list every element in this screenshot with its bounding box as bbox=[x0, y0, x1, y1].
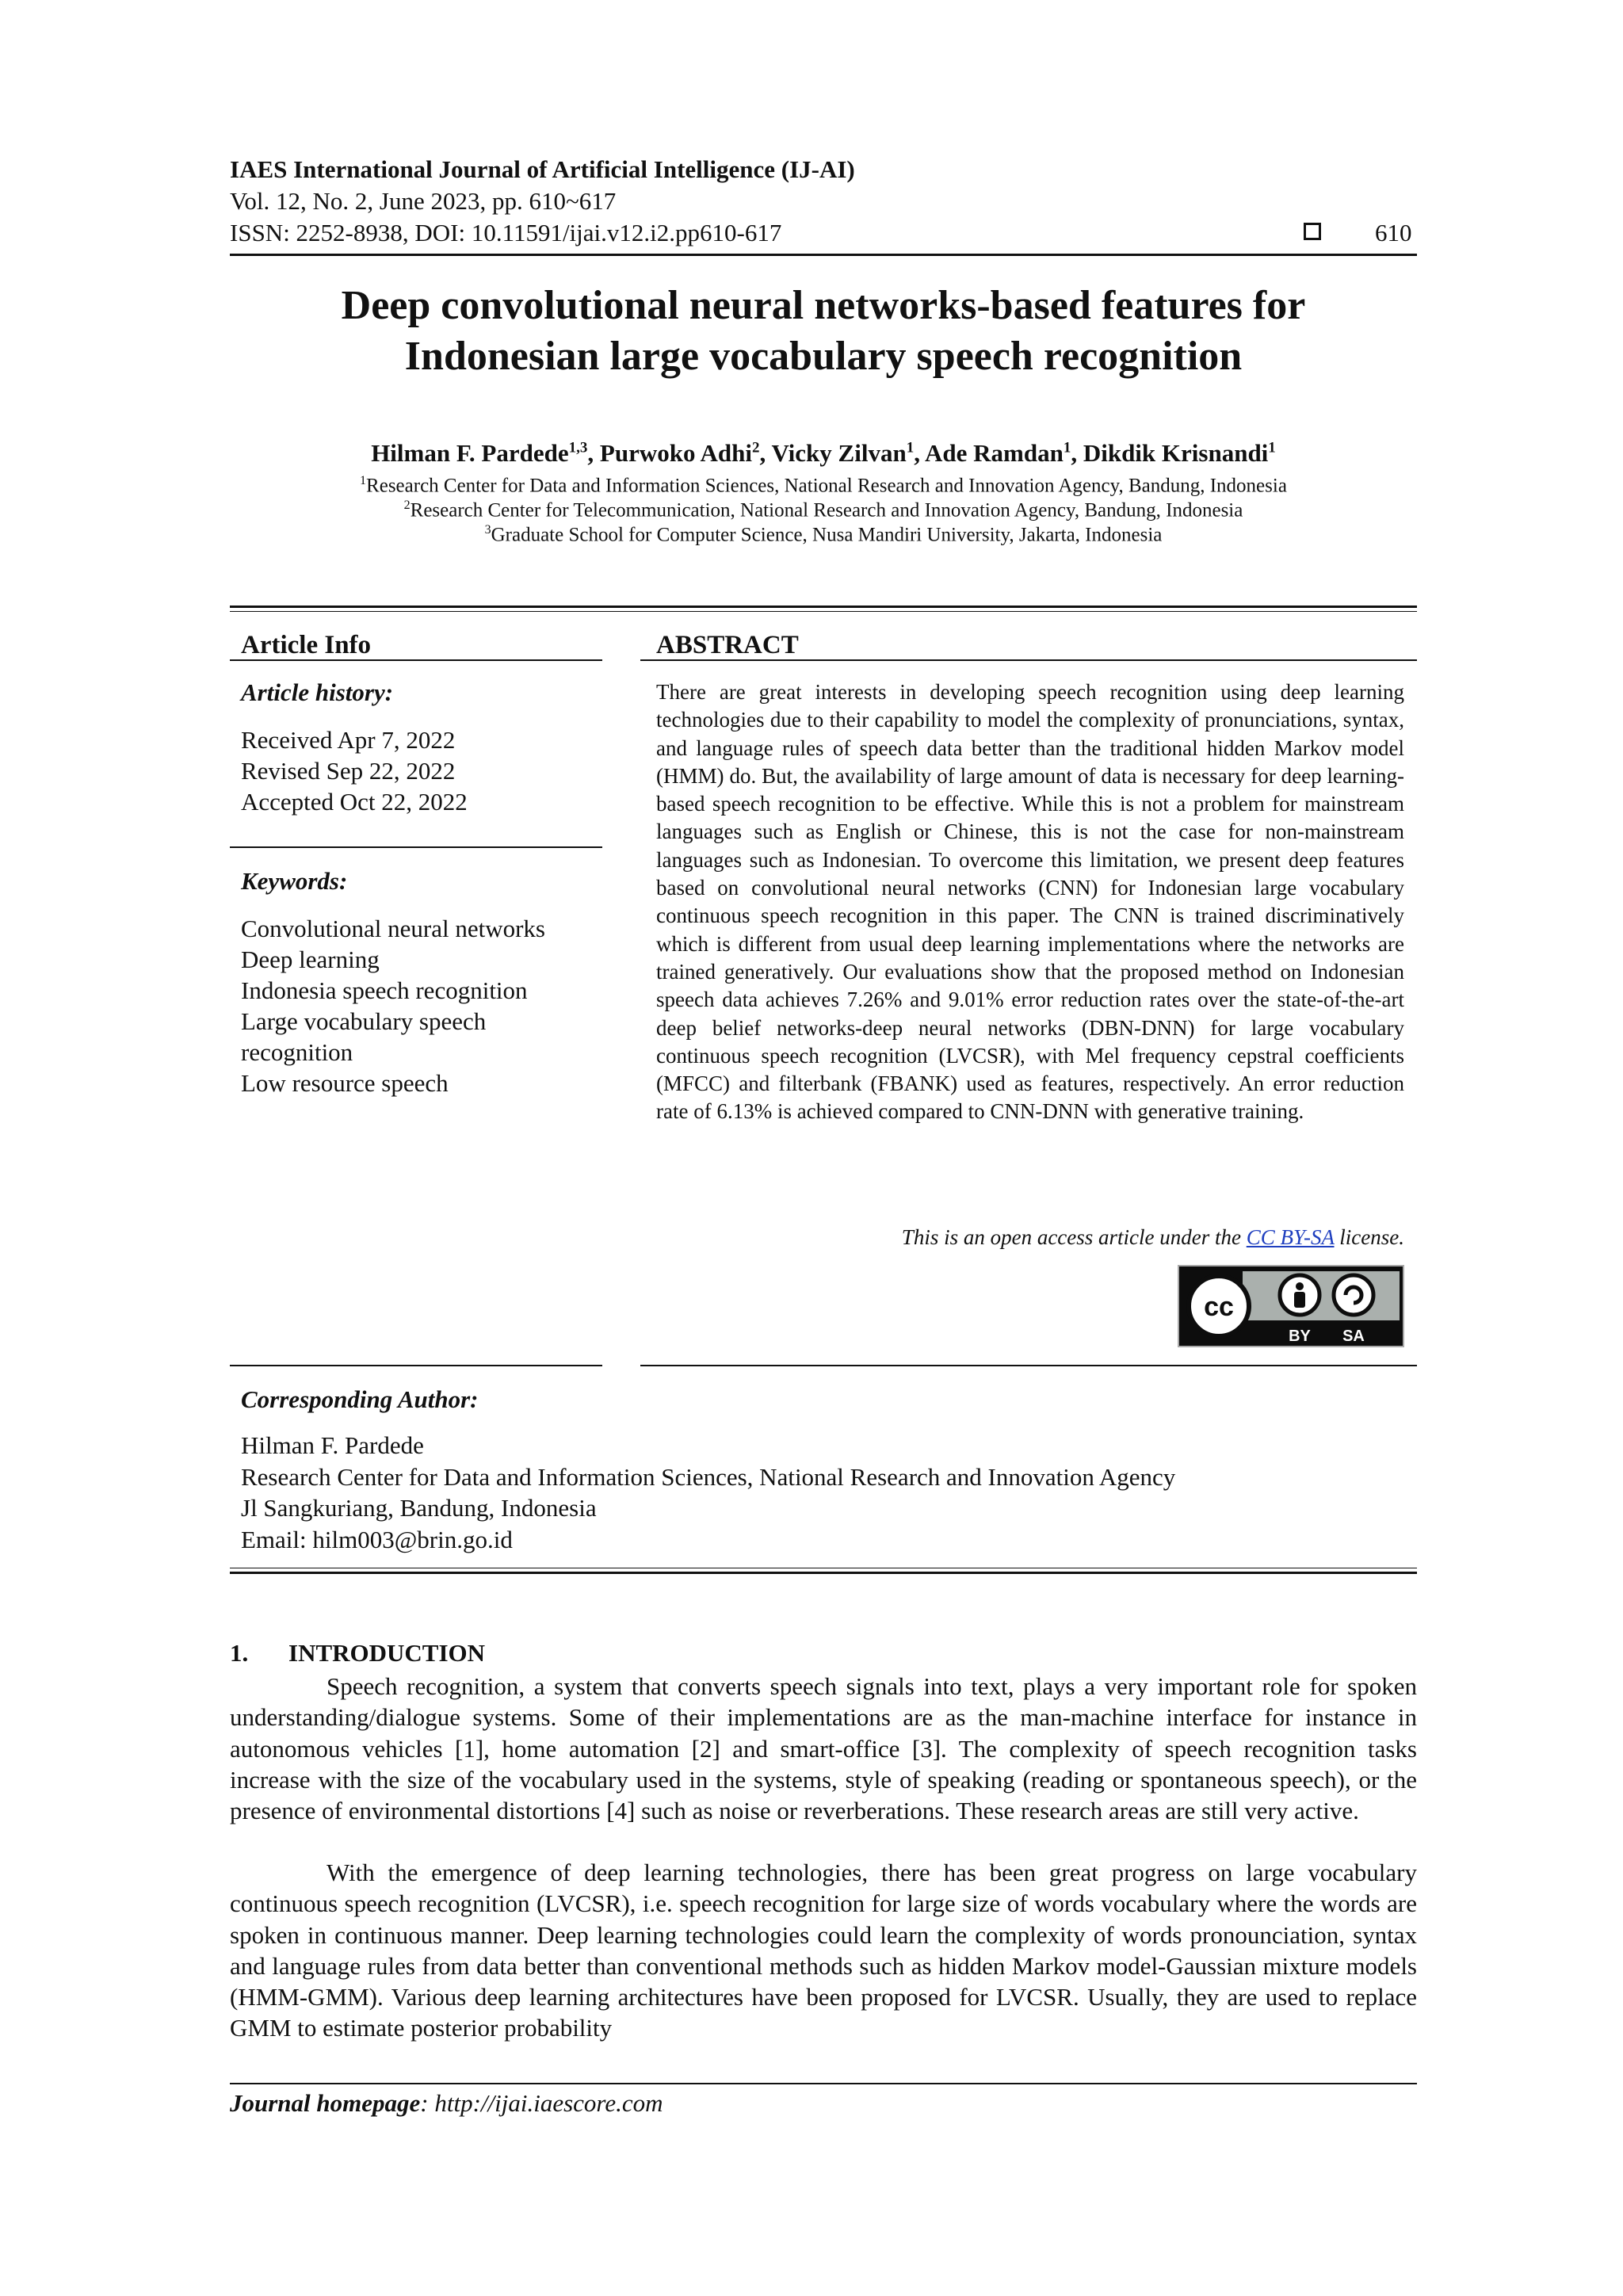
affiliation-mark: 1 bbox=[360, 474, 367, 487]
author-affiliation-mark: 1 bbox=[1063, 439, 1071, 457]
keyword-list bbox=[241, 913, 545, 1098]
homepage-label: Journal homepage bbox=[230, 2089, 421, 2117]
keyword-item: recognition bbox=[241, 1038, 353, 1066]
title-line-2: Indonesian large vocabulary speech recognition bbox=[404, 334, 1243, 379]
affiliation-line bbox=[230, 474, 1417, 497]
open-access-note bbox=[656, 1225, 1404, 1250]
corresponding-author-heading: Corresponding Author: bbox=[241, 1385, 479, 1413]
revised-date: Revised Sep 22, 2022 bbox=[241, 757, 456, 785]
checkbox-square-icon bbox=[1304, 223, 1321, 240]
abstract-heading-rule bbox=[640, 659, 1417, 661]
journal-issn: ISSN: 2252-8938, DOI: 10.11591/ijai.v12.i2.pp610-617 bbox=[230, 219, 782, 246]
by-person-head bbox=[1296, 1282, 1304, 1290]
cc-by-sa-badge bbox=[1178, 1265, 1404, 1347]
section-heading bbox=[230, 1639, 485, 1668]
affiliation-text: Graduate School for Computer Science, Nusa Mandiri University, Jakarta, Indonesia bbox=[491, 524, 1163, 546]
author-name: Hilman F. Pardede bbox=[371, 439, 569, 467]
article-info-top-rule bbox=[230, 606, 1417, 612]
journal-name: IAES International Journal of Artificial Intelligence (IJ-AI) bbox=[230, 155, 855, 183]
article-info-bottom-rule bbox=[230, 1365, 602, 1366]
article-history bbox=[241, 724, 468, 817]
affiliation-line bbox=[230, 499, 1417, 521]
author-affiliation-mark: 1,3 bbox=[568, 439, 588, 457]
author-institution: Research Center for Data and Information Sciences, National Research and Innovation Agency bbox=[241, 1462, 1176, 1491]
affiliation-line bbox=[230, 523, 1417, 546]
author-name: Hilman F. Pardede bbox=[241, 1431, 424, 1459]
received-date: Received Apr 7, 2022 bbox=[241, 726, 456, 754]
journal-volume: Vol. 12, No. 2, June 2023, pp. 610~617 bbox=[230, 187, 617, 215]
intro-paragraph: Speech recognition, a system that converts speech signals into text, plays a very important role for spoken understanding/dialogue systems. Some of their implementations are as the man-machine interface for instance in autonomous vehicles [1], home automation [2] and smart-office [3]. The complexity of speech recognition tasks increase with the size of the vocabulary used in the systems, style of speaking (reading or spontaneous speech), or the presence of environmental distortions [4] such as noise or reverberations. These research areas are still very active. bbox=[230, 1672, 1417, 1825]
keyword-item: Low resource speech bbox=[241, 1069, 449, 1097]
affiliation-mark: 2 bbox=[403, 499, 411, 512]
cc-by-sa-link[interactable]: CC BY-SA bbox=[1246, 1225, 1335, 1249]
accepted-date: Accepted Oct 22, 2022 bbox=[241, 788, 468, 816]
paper-title bbox=[230, 281, 1417, 382]
intro-paragraph: With the emergence of deep learning technologies, there has been great progress on large vocabulary continuous speech recognition (LVCSR), i.e. speech recognition for large size of words vocabulary where the words are spoken in continuous manner. Deep learning technologies could learn the complexity of words pronounciation, syntax and language rules from data better than conventional methods such as hidden Markov model-Gaussian mixture models (HMM-GMM). Various deep learning architectures have been proposed for LVCSR. Usually, they are used to replace GMM to estimate posterior probability bbox=[230, 1859, 1417, 2042]
keyword-item: Deep learning bbox=[241, 946, 380, 973]
article-history-heading: Article history: bbox=[241, 678, 394, 706]
author-list: Hilman F. Pardede$^{1,3}$, Purwoko Adhi$^2$, Vicky Zilvan$^1$, Ade Ramdan$^1$, Dikdik Krisnandi$^1$ bbox=[371, 439, 1276, 467]
homepage-url: : http://ijai.iaescore.com bbox=[420, 2089, 663, 2117]
author-name: Vicky Zilvan bbox=[771, 439, 907, 467]
article-info-heading: Article Info bbox=[241, 631, 372, 659]
by-label: BY bbox=[1289, 1328, 1311, 1345]
author-email: Email: hilm003@brin.go.id bbox=[241, 1525, 513, 1553]
journal-homepage bbox=[230, 2089, 663, 2118]
affiliation-text: Research Center for Data and Information Sciences, National Research and Innovation Agency, Bandung, Indonesia bbox=[366, 475, 1287, 497]
footer-rule bbox=[230, 2083, 1417, 2084]
keywords-heading: Keywords: bbox=[241, 867, 348, 895]
title-line-1: Deep convolutional neural networks-based features for bbox=[341, 283, 1306, 328]
author-name: Purwoko Adhi bbox=[599, 439, 752, 467]
keyword-item: Large vocabulary speech bbox=[241, 1007, 487, 1035]
page-number: 610 bbox=[1375, 219, 1412, 246]
abstract-bottom-rule bbox=[640, 1365, 1417, 1366]
affiliation-mark: 3 bbox=[484, 523, 491, 537]
abstract-heading: ABSTRACT bbox=[656, 631, 799, 659]
section-title: INTRODUCTION bbox=[288, 1639, 486, 1667]
abstract-text: There are great interests in developing speech recognition using deep learning technologies due to their capability to model the complexity of pronunciations, syntax, and language rules of speech data better than the traditional hidden Markov model (HMM) do. But, the availability of large amount of data is necessary for deep learning-based speech recognition to be effective. While this is not a problem for mainstream languages such as English or Chinese, this is not the case for non-mainstream languages such as Indonesian. To overcome this limitation, we present deep features based on convolutional neural networks (CNN) for Indonesian large vocabulary continuous speech recognition in this paper. The CNN is trained discriminatively which is different from usual deep learning implementations where the networks are trained generatively. Our evaluations show that the proposed method on Indonesian speech data achieves 7.26% and 9.01% error reduction rates over the state-of-the-art deep belief networks-deep neural networks (DBN-DNN) for large vocabulary continuous speech recognition (LVCSR), with Mel frequency cepstral coefficients (MFCC) and filterbank (FBANK) used as features, respectively. An error reduction rate of 6.13% is achieved compared to CNN-DNN with generative training. bbox=[656, 680, 1404, 1124]
author-affiliation-mark: 2 bbox=[751, 439, 760, 457]
author-address: Jl Sangkuriang, Bandung, Indonesia bbox=[241, 1494, 597, 1522]
section-number: 1. bbox=[230, 1639, 249, 1667]
open-access-suffix: license. bbox=[1334, 1225, 1404, 1249]
affiliation-text: Research Center for Telecommunication, National Research and Innovation Agency, Bandung, Indonesia bbox=[410, 499, 1243, 521]
history-keywords-rule bbox=[230, 846, 602, 848]
header-rule bbox=[230, 254, 1417, 256]
corresponding-author-details bbox=[241, 1430, 1175, 1555]
author-affiliation-mark: 1 bbox=[906, 439, 915, 457]
author-name: Ade Ramdan bbox=[924, 439, 1064, 467]
by-person-body bbox=[1294, 1292, 1305, 1308]
keyword-item: Indonesia speech recognition bbox=[241, 976, 528, 1004]
article-info-heading-rule bbox=[230, 659, 602, 661]
article-info-bottom-double-rule bbox=[230, 1568, 1417, 1574]
sa-label: SA bbox=[1342, 1328, 1365, 1345]
author-affiliation-mark: 1 bbox=[1268, 439, 1276, 457]
author-name: Dikdik Krisnandi bbox=[1083, 439, 1269, 467]
cc-text: cc bbox=[1204, 1292, 1234, 1322]
sa-share-icon bbox=[1334, 1275, 1373, 1315]
open-access-prefix: This is an open access article under the bbox=[901, 1225, 1247, 1249]
keyword-item: Convolutional neural networks bbox=[241, 915, 545, 942]
cc-license-icon bbox=[1179, 1266, 1406, 1349]
